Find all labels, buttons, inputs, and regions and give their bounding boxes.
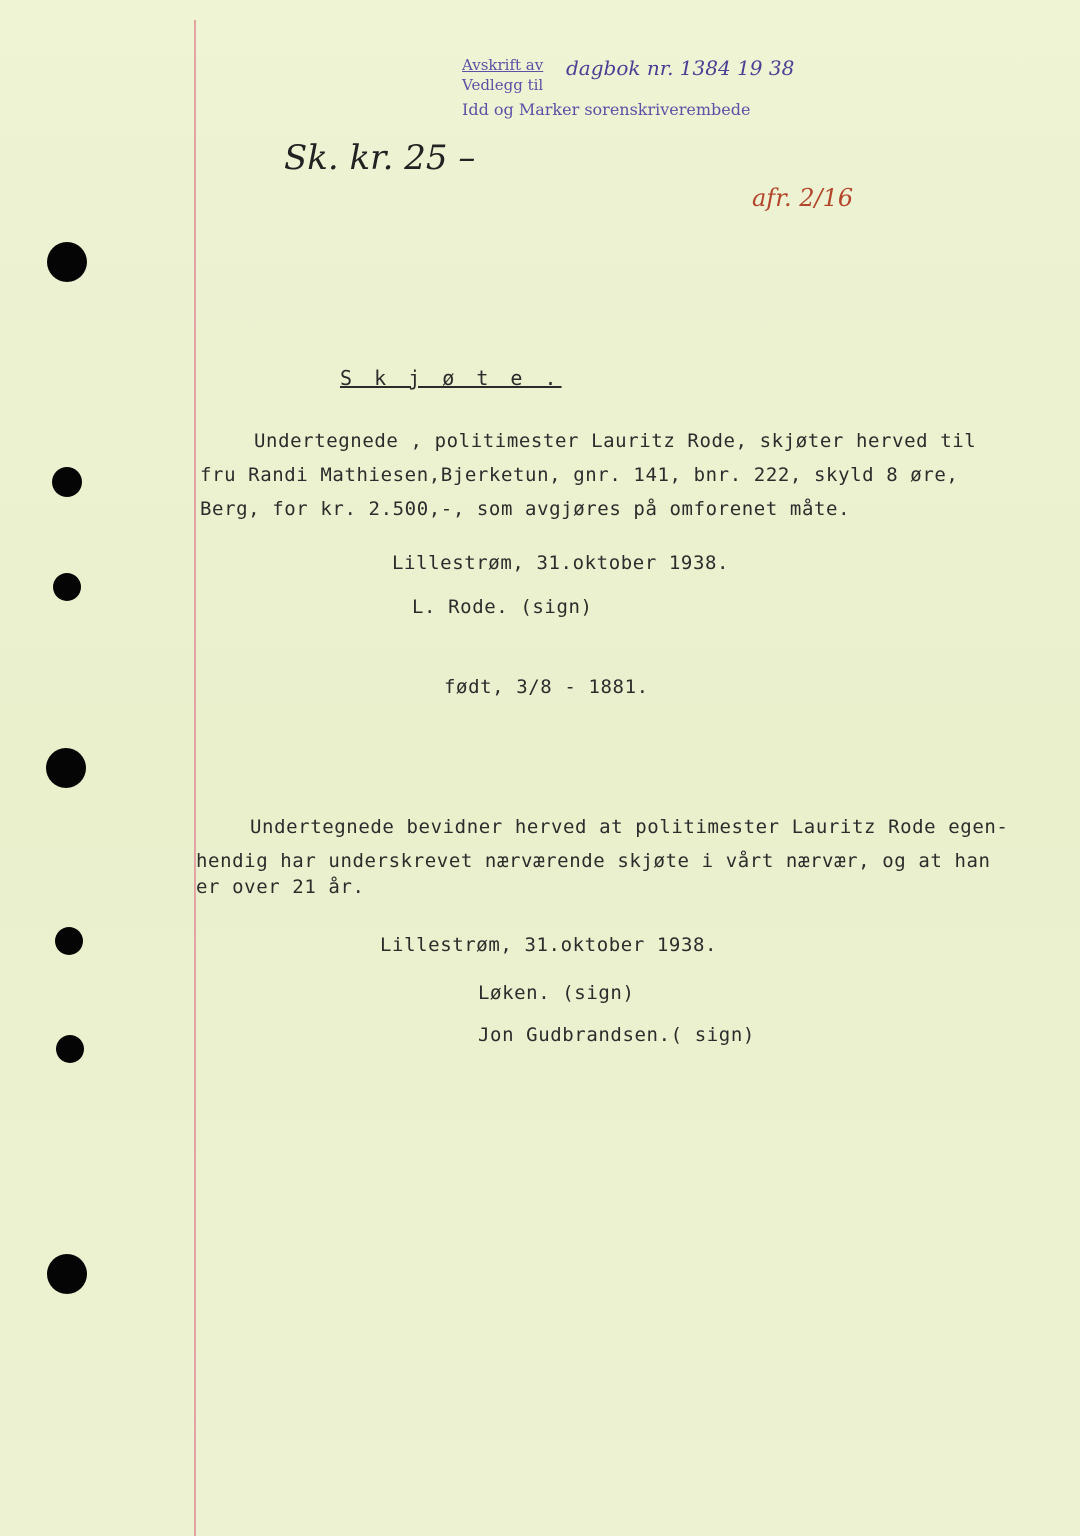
paragraph-1-line-3: Berg, for kr. 2.500,-, som avgjøres på omforenet måte. <box>200 498 851 520</box>
paragraph-2-line-3: er over 21 år. <box>196 876 365 898</box>
paragraph-2-line-2: hendig har underskrevet nærværende skjøte i vårt nærvær, og at han <box>196 850 991 872</box>
binder-hole <box>52 467 82 497</box>
document-title: S k j ø t e . <box>340 366 562 390</box>
stamp-line-1: Avskrift av <box>462 56 544 74</box>
witness-1: Løken. (sign) <box>478 982 635 1004</box>
margin-rule <box>194 20 196 1536</box>
binder-hole <box>47 242 87 282</box>
stamp-handwritten-ref: dagbok nr. 1384 19 38 <box>566 56 795 80</box>
place-date-1: Lillestrøm, 31.oktober 1938. <box>392 552 730 574</box>
signature-1: L. Rode. (sign) <box>412 596 593 618</box>
binder-hole <box>53 573 81 601</box>
binder-hole <box>46 748 86 788</box>
binder-hole <box>56 1035 84 1063</box>
birth-date: født, 3/8 - 1881. <box>444 676 649 698</box>
place-date-2: Lillestrøm, 31.oktober 1938. <box>380 934 718 956</box>
fee-note: Sk. kr. 25 – <box>284 138 476 178</box>
paragraph-2-line-1: Undertegnede bevidner herved at politimester Lauritz Rode egen- <box>250 816 1009 838</box>
initials-note: afr. 2/16 <box>752 184 854 212</box>
binder-hole <box>55 927 83 955</box>
paragraph-1-line-2: fru Randi Mathiesen,Bjerketun, gnr. 141, bnr. 222, skyld 8 øre, <box>200 464 959 486</box>
paragraph-1-line-1: Undertegnede , politimester Lauritz Rode, skjøter herved til <box>254 430 977 452</box>
binder-hole <box>47 1254 87 1294</box>
registry-stamp <box>462 56 795 128</box>
stamp-line-2: Vedlegg til <box>462 76 544 94</box>
stamp-line-3: Idd og Marker sorenskriverembede <box>462 100 751 119</box>
witness-2: Jon Gudbrandsen.( sign) <box>478 1024 755 1046</box>
